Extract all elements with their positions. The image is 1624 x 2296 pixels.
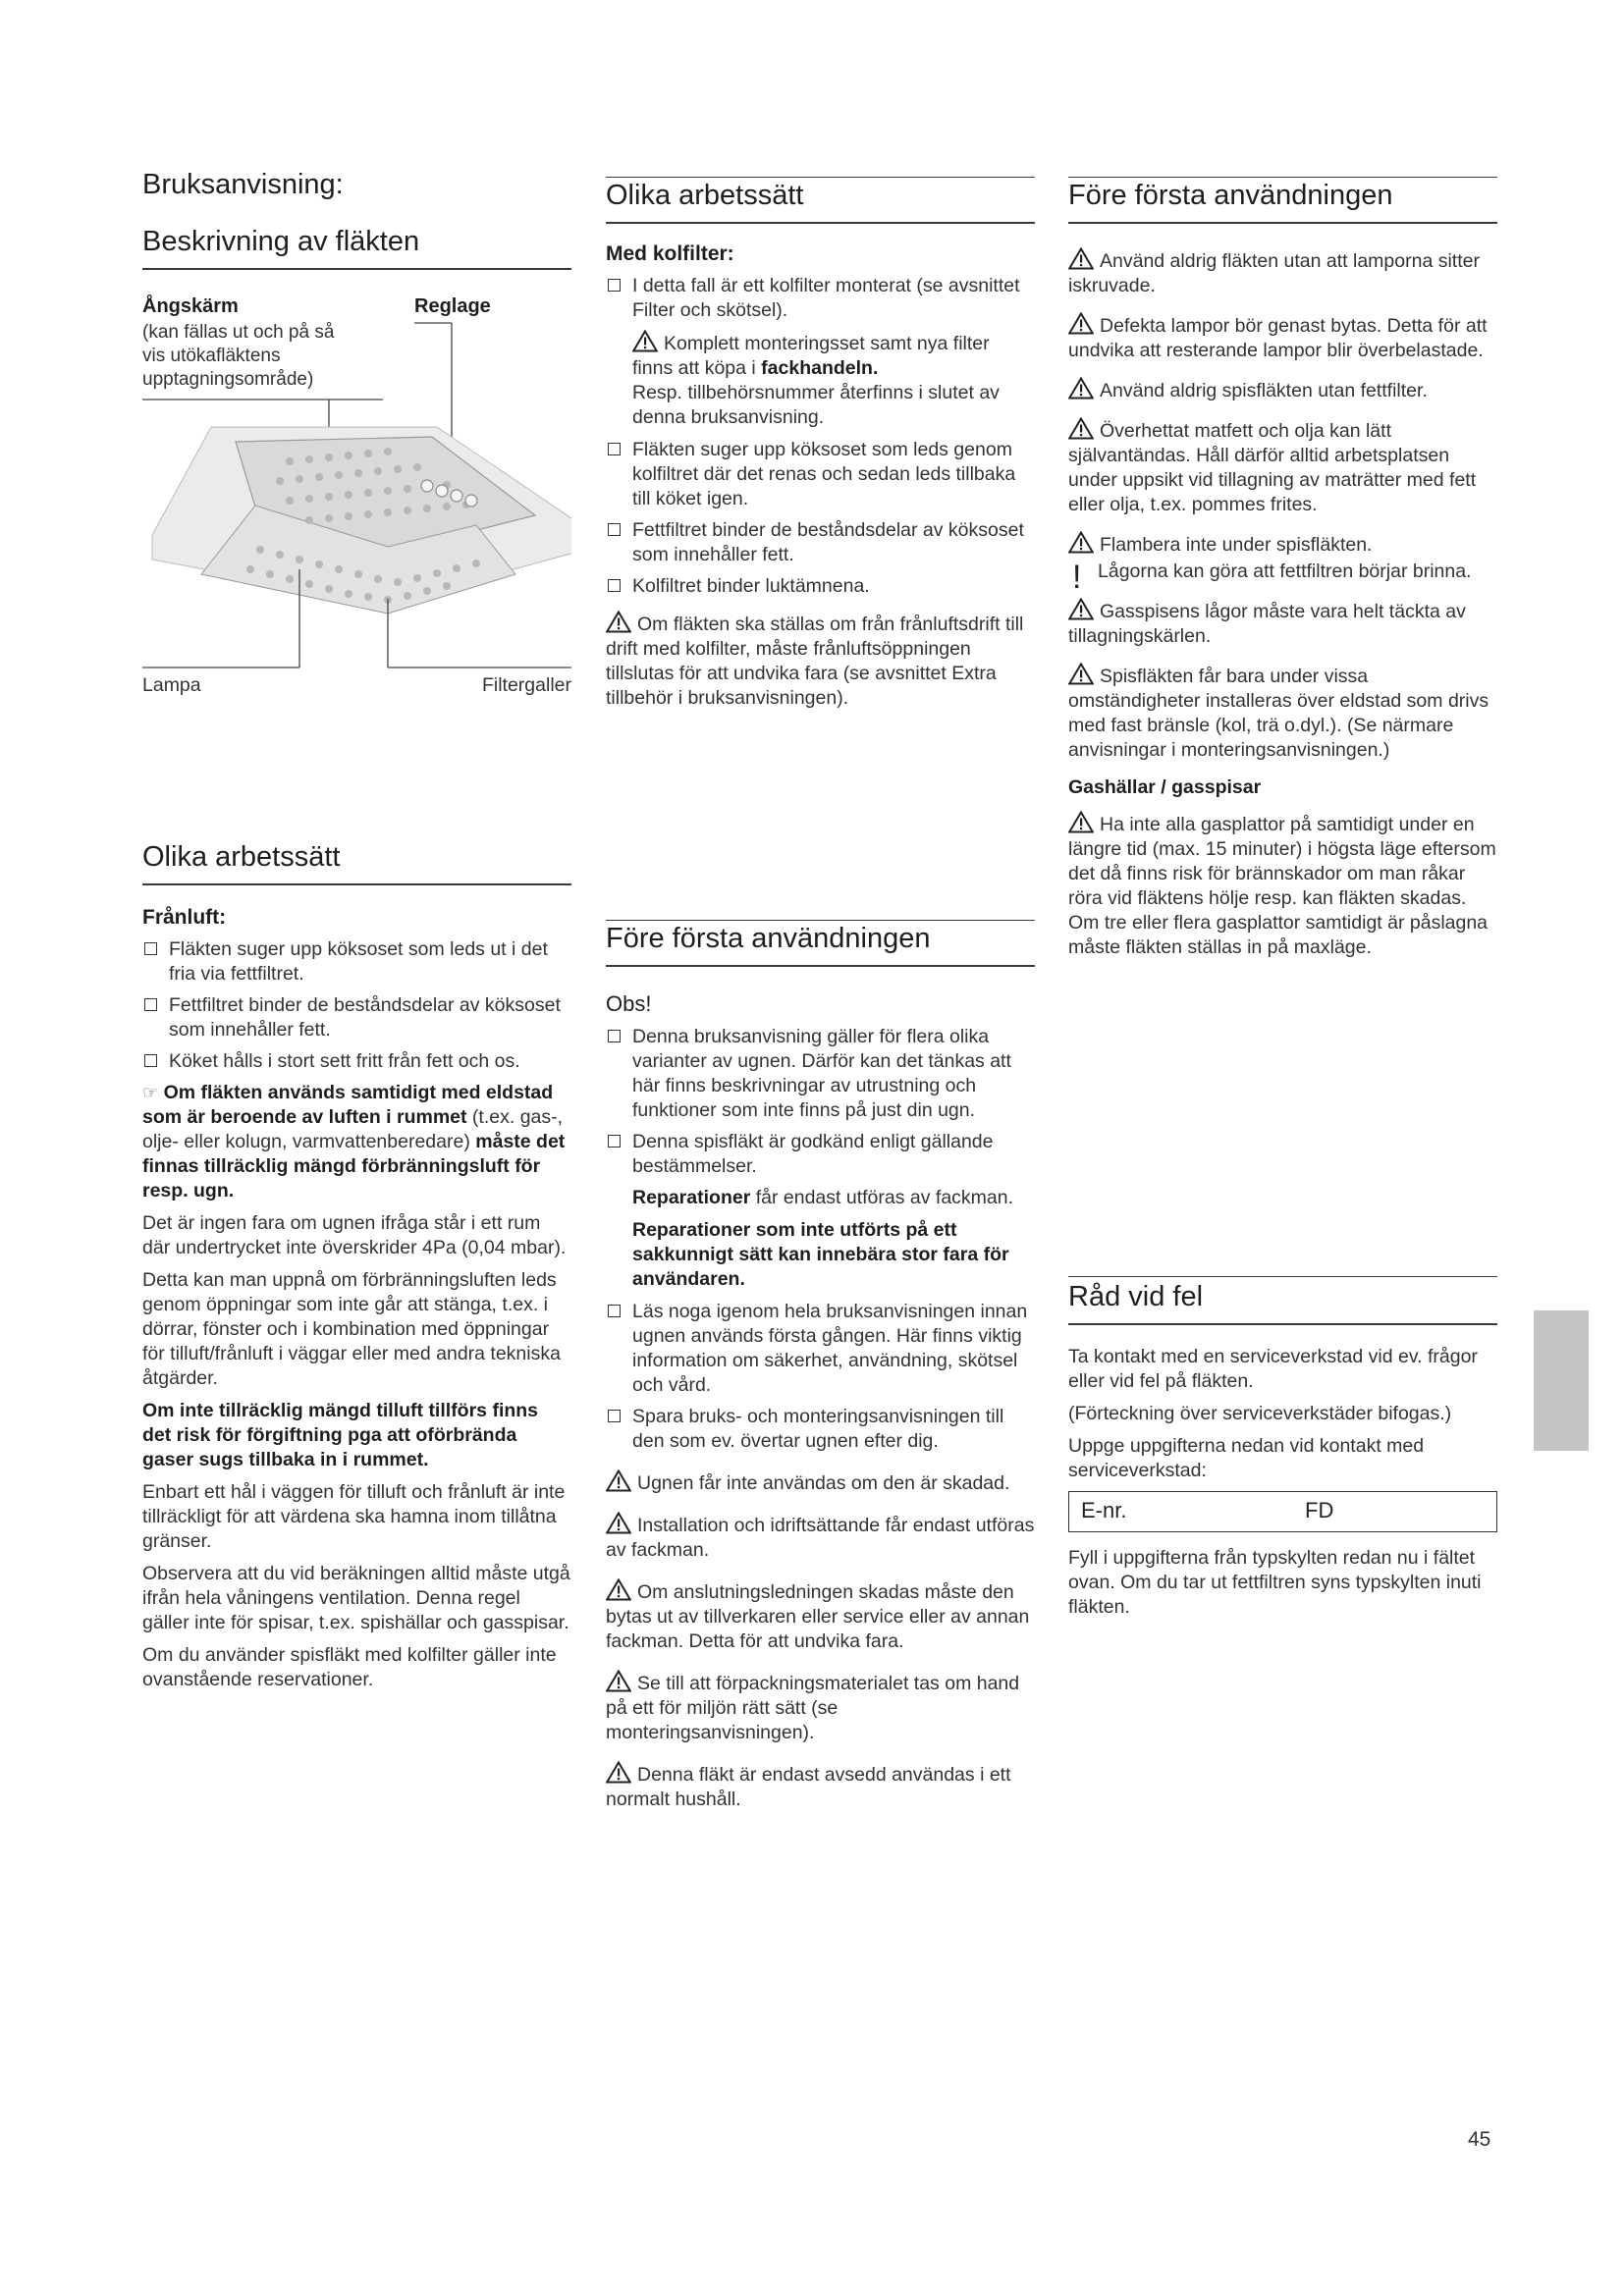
warning-paragraph: Använd aldrig fläkten utan att lamporna sitter iskruvade.: [1068, 247, 1497, 298]
warning-paragraph: Installation och idriftsättande får endast utföras av fackman.: [606, 1512, 1035, 1563]
warning-icon: [606, 1469, 631, 1492]
list-item: Kolfiltret binder luktämnena.: [606, 574, 1035, 599]
list-item: Köket hålls i stort sett fritt från fett och os.: [142, 1049, 571, 1074]
list-item: Denna bruksanvisning gäller för flera olika varianter av ugnen. Därför kan det tänkas att här finns beskrivningar av utrustning och funktioner som inte finns på just din ugn.: [606, 1025, 1035, 1123]
note-paragraph: ☞ Om fläkten används samtidigt med eldstad som är beroende av luften i rummet (t.ex. gas-, olje- eller kolugn, varmvattenberedare) måste det finnas tillräcklig mängd förbränningsluft för resp. ugn.: [142, 1082, 566, 1201]
warning-paragraph: Defekta lampor bör genast bytas. Detta för att undvika att resterande lampor blir överbelastade.: [1068, 312, 1497, 363]
franluft-heading: Frånluft:: [142, 906, 227, 929]
hood-diagram: [142, 290, 571, 702]
franluft-section: [142, 906, 571, 1700]
warning-icon: [1068, 312, 1094, 335]
section-heading-beskrivning: Beskrivning av fläkten: [142, 226, 571, 270]
checkbox-bullet-icon: [608, 579, 621, 592]
paragraph: Om du använder spisfläkt med kolfilter gäller inte ovanstående reservationer.: [142, 1644, 557, 1690]
checkbox-bullet-icon: [608, 1305, 621, 1317]
label-lampa: Lampa: [142, 674, 201, 696]
warning-paragraph: Gasspisens lågor måste vara helt täckta av tillagningskärlen.: [1068, 598, 1497, 649]
warning-paragraph: Överhettat matfett och olja kan lätt självantändas. Håll därför alltid arbetsplatsen under uppsikt vid tillagning av maträtter med fett eller olja, t.ex. pommes frites.: [1068, 417, 1497, 517]
checkbox-bullet-icon: [608, 1135, 621, 1148]
list-item: Fläkten suger upp köksoset som leds genom kolfiltret där det renas och sedan leds tillbaka till köket igen.: [606, 438, 1035, 511]
checkbox-bullet-icon: [608, 443, 621, 455]
pointing-hand-icon: ☞: [142, 1083, 159, 1102]
warning-paragraph: Reparationer som inte utförts på ett sakkunnigt sätt kan innebära stor fara för användaren.: [632, 1219, 1009, 1290]
paragraph: Fyll i uppgifterna från typskylten redan nu i fältet ovan. Om du tar ut fettfiltren syns typskylten inuti fläkten.: [1068, 1547, 1482, 1618]
warning-paragraph: Flambera inte under spisfläkten.: [1068, 531, 1497, 558]
enr-fd-field: [1068, 1491, 1497, 1532]
list-item: Läs noga igenom hela bruksanvisningen innan ugnen används första gången. Här finns viktig information om säkerhet, användning, skötsel och vård.: [606, 1300, 1035, 1398]
checkbox-bullet-icon: [608, 1410, 621, 1422]
warning-icon: [1068, 531, 1094, 554]
paragraph: Det är ingen fara om ugnen ifråga står i ett rum där undertrycket inte överskrider 4Pa (0,04 mbar).: [142, 1212, 567, 1258]
warning-paragraph: Om anslutningsledningen skadas måste den bytas ut av tillverkaren eller service eller av annan fackman. Detta för att undvika fara.: [606, 1578, 1035, 1654]
gas-heading: Gashällar / gasspisar: [1068, 776, 1262, 798]
warning-icon: [1068, 247, 1094, 270]
checkbox-bullet-icon: [608, 279, 621, 292]
warning-paragraph: Om fläkten ska ställas om från frånluftsdrift till drift med kolfilter, måste frånluftsöppningen tillslutas för att undvika fara (se avsnittet Extra tillbehör i bruksanvisningen).: [606, 611, 1035, 711]
warning-icon: [632, 330, 658, 352]
warning-paragraph: Om inte tillräcklig mängd tilluft tillförs finns det risk för förgiftning pga att oförbrända gaser sugs tillbaka in i rummet.: [142, 1400, 539, 1470]
label-angskarm: Ångskärm: [142, 295, 239, 317]
page-number: 45: [1468, 2128, 1491, 2151]
warning-icon: [606, 1670, 631, 1692]
checkbox-bullet-icon: [144, 998, 157, 1011]
checkbox-bullet-icon: [144, 1054, 157, 1067]
checkbox-bullet-icon: [608, 1030, 621, 1042]
warning-icon: [606, 1578, 631, 1601]
range-hood-illustration: [142, 290, 571, 702]
paragraph: Observera att du vid beräkningen alltid måste utgå ifrån hela våningens ventilation. Denna regel gäller inte för spisar, t.ex. spishällar och gasspisar.: [142, 1563, 570, 1633]
paragraph: Detta kan man uppnå om förbränningsluften leds genom öppningar som inte går att stänga, t.ex. i dörrar, fönster och i kombination med öppningar för tilluft/frånluft i väggar eller med andra tekniska åtgärder.: [142, 1269, 561, 1389]
label-filtergaller: Filtergaller: [481, 674, 571, 696]
warning-icon: [1068, 598, 1094, 620]
section-heading-fore-forsta: Före första användningen: [606, 921, 1035, 967]
section-heading-olika-arbetssatt-2: Olika arbetssätt: [606, 178, 1035, 224]
list-item: Spara bruks- och monteringsanvisningen till den som ev. övertar ugnen efter dig.: [606, 1405, 1035, 1454]
paragraph: Enbart ett hål i väggen för tilluft och frånluft är inte tillräckligt för att värdena ska hamna inom tillåtna gränser.: [142, 1481, 566, 1552]
warning-paragraph: Använd aldrig spisfläkten utan fettfilter.: [1068, 377, 1497, 403]
section-heading-fore-forsta-2: Före första användningen: [1068, 178, 1497, 224]
section-heading-olika-arbetssatt: Olika arbetssätt: [142, 841, 571, 885]
side-tab: [1534, 1310, 1589, 1451]
list-item: Fläkten suger upp köksoset som leds ut i det fria via fettfiltret.: [142, 937, 571, 987]
warning-paragraph: Ha inte alla gasplattor på samtidigt under en längre tid (max. 15 minuter) i högsta läge eftersom det då finns risk för brännskador om man råkar röra vid fläktens hölje resp. kan fläkten skadas. Om tre eller flera gasplattor samtidigt är påslagna måste fläkten ställas in på maxläge.: [1068, 811, 1497, 960]
warning-paragraph: Spisfläkten får bara under vissa omständigheter installeras över eldstad som drivs med fast bränsle (kol, trä o.dyl.). (Se närmare anvisningar i monteringsanvisningen.): [1068, 663, 1497, 763]
fore-forsta-section: [606, 991, 1035, 1820]
page-title: Bruksanvisning:: [142, 169, 344, 200]
checkbox-bullet-icon: [144, 942, 157, 955]
paragraph: (Förteckning över serviceverkstäder bifogas.): [1068, 1403, 1452, 1424]
paragraph: Uppge uppgifterna nedan vid kontakt med serviceverkstad:: [1068, 1435, 1425, 1481]
label-angskarm-desc: (kan fällas ut och på så vis utökafläktens upptagningsområde): [142, 322, 335, 390]
warning-paragraph: Ugnen får inte användas om den är skadad.: [606, 1469, 1035, 1496]
list-item: Fettfiltret binder de beståndsdelar av köksoset som innehåller fett.: [606, 518, 1035, 567]
kolfilter-heading: Med kolfilter:: [606, 242, 734, 265]
paragraph: Reparationer får endast utföras av fackman.: [632, 1187, 1014, 1208]
paragraph: Ta kontakt med en serviceverkstad vid ev. frågor eller vid fel på fläkten.: [1068, 1346, 1478, 1392]
list-item: Fettfiltret binder de beståndsdelar av köksoset som innehåller fett.: [142, 993, 571, 1042]
warning-paragraph: Se till att förpackningsmaterialet tas om hand på ett för miljön rätt sätt (se monteringsanvisningen).: [606, 1670, 1035, 1745]
list-item: I detta fall är ett kolfilter monterat (se avsnittet Filter och skötsel).: [606, 274, 1035, 323]
list-item: Denna spisfläkt är godkänd enligt gällande bestämmelser.: [606, 1130, 1035, 1179]
exclamation-icon: !: [1072, 559, 1082, 596]
fd-label: FD: [1305, 1498, 1334, 1522]
safety-section: [1068, 247, 1497, 968]
warning-icon: [1068, 377, 1094, 400]
section-heading-rad-vid-fel: Råd vid fel: [1068, 1277, 1497, 1325]
warning-icon: [606, 1512, 631, 1534]
checkbox-bullet-icon: [608, 523, 621, 536]
kolfilter-section: [606, 242, 1035, 719]
warning-icon: [606, 611, 631, 633]
warning-icon: [1068, 417, 1094, 440]
warning-icon: [1068, 811, 1094, 833]
label-reglage: Reglage: [414, 295, 491, 317]
rad-vid-fel-section: [1068, 1345, 1497, 1628]
enr-label: E-nr.: [1081, 1498, 1127, 1522]
exclamation-note: ! Lågorna kan göra att fettfiltren börjar brinna.: [1072, 559, 1472, 596]
warning-icon: [606, 1761, 631, 1784]
warning-paragraph: Komplett monteringsset samt nya filter finns att köpa i fackhandeln. Resp. tillbehörsnummer återfinns i slutet av denna bruksanvisning.: [606, 330, 1035, 430]
warning-paragraph: Denna fläkt är endast avsedd användas i ett normalt hushåll.: [606, 1761, 1035, 1812]
obs-heading: Obs!: [606, 991, 652, 1016]
warning-icon: [1068, 663, 1094, 685]
